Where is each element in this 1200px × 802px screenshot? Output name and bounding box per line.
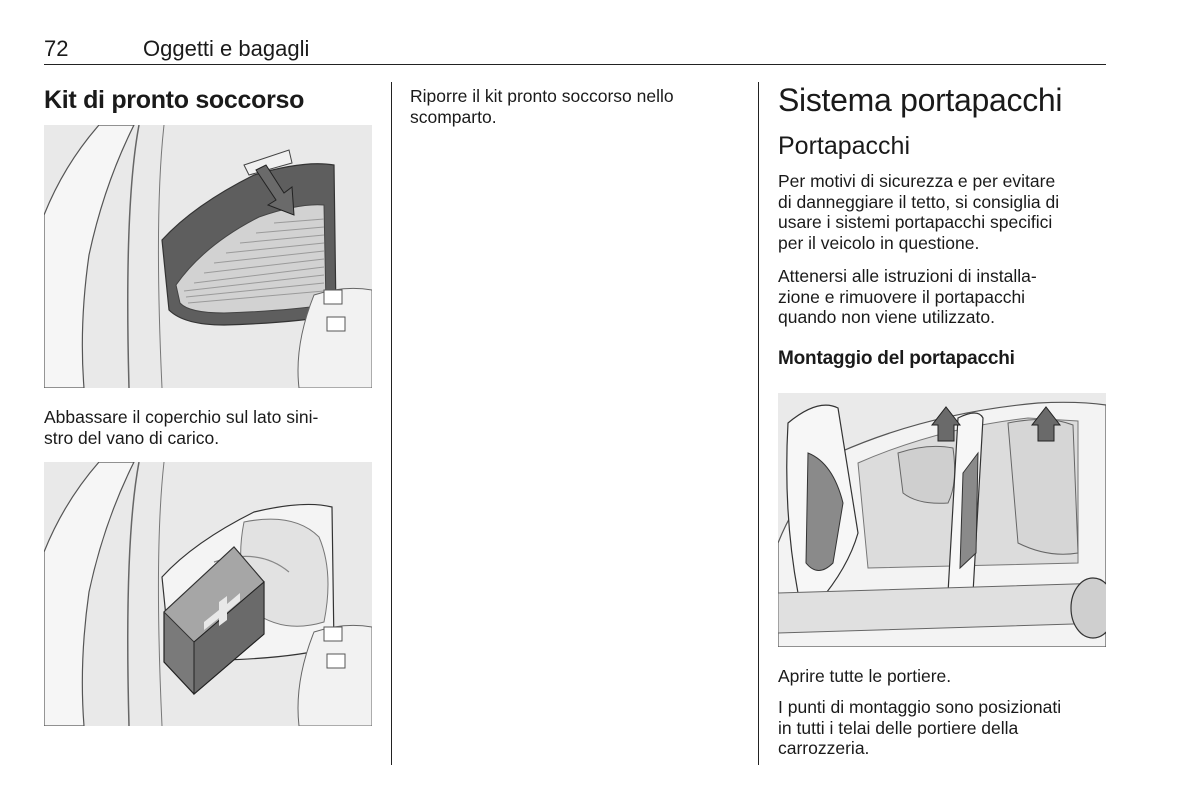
caption-line: stro del vano di carico. bbox=[44, 427, 220, 448]
caption-line: Abbassare il coperchio sul lato sini- bbox=[44, 407, 319, 427]
trunk-lid-arrow-illustration-icon bbox=[44, 125, 372, 388]
subsection-title-roof-rack: Portapacchi bbox=[778, 132, 911, 160]
car-open-doors-illustration-icon bbox=[778, 393, 1106, 647]
paragraph-safety bbox=[778, 171, 1059, 253]
text-line: zione e rimuovere il portapacchi bbox=[778, 286, 1026, 307]
page-number: 72 bbox=[44, 36, 69, 61]
store-kit-instruction bbox=[410, 86, 674, 127]
text-line: di danneggiare il tetto, si consiglia di bbox=[778, 191, 1060, 212]
figure-first-aid-kit bbox=[44, 462, 372, 726]
text-line: usare i sistemi portapacchi specifici bbox=[778, 212, 1053, 232]
paragraph-installation bbox=[778, 266, 1037, 328]
text-line: scomparto. bbox=[410, 106, 497, 127]
text-line: per il veicolo in questione. bbox=[778, 232, 980, 253]
section-heading-first-aid: Kit di pronto soccorso bbox=[44, 86, 305, 114]
figure-car-open-doors bbox=[778, 393, 1106, 647]
text-line: in tutti i telai delle portiere della bbox=[778, 717, 1019, 738]
text-line: quando non viene utilizzato. bbox=[778, 307, 995, 327]
paragraph-mounting-points bbox=[778, 697, 1061, 759]
caption-lower-lid bbox=[44, 407, 318, 448]
section-title-roof-rack-system: Sistema portapacchi bbox=[778, 82, 1063, 118]
column-divider-left bbox=[391, 82, 392, 765]
text-line: Riporre il kit pronto soccorso nello bbox=[410, 86, 674, 106]
column-divider-right bbox=[758, 82, 759, 765]
paragraph-open-doors: Aprire tutte le portiere. bbox=[778, 666, 952, 686]
trunk-first-aid-kit-illustration-icon bbox=[44, 462, 372, 726]
text-line: I punti di montaggio sono posizionati bbox=[778, 697, 1062, 717]
text-line: Per motivi di sicurezza e per evitare bbox=[778, 171, 1056, 191]
text-line: Attenersi alle istruzioni di installa- bbox=[778, 266, 1037, 286]
chapter-title: Oggetti e bagagli bbox=[143, 36, 310, 61]
subheading-mounting: Montaggio del portapacchi bbox=[778, 348, 1015, 369]
figure-trunk-lid bbox=[44, 125, 372, 388]
header-rule bbox=[44, 64, 1106, 65]
text-line: carrozzeria. bbox=[778, 738, 870, 758]
